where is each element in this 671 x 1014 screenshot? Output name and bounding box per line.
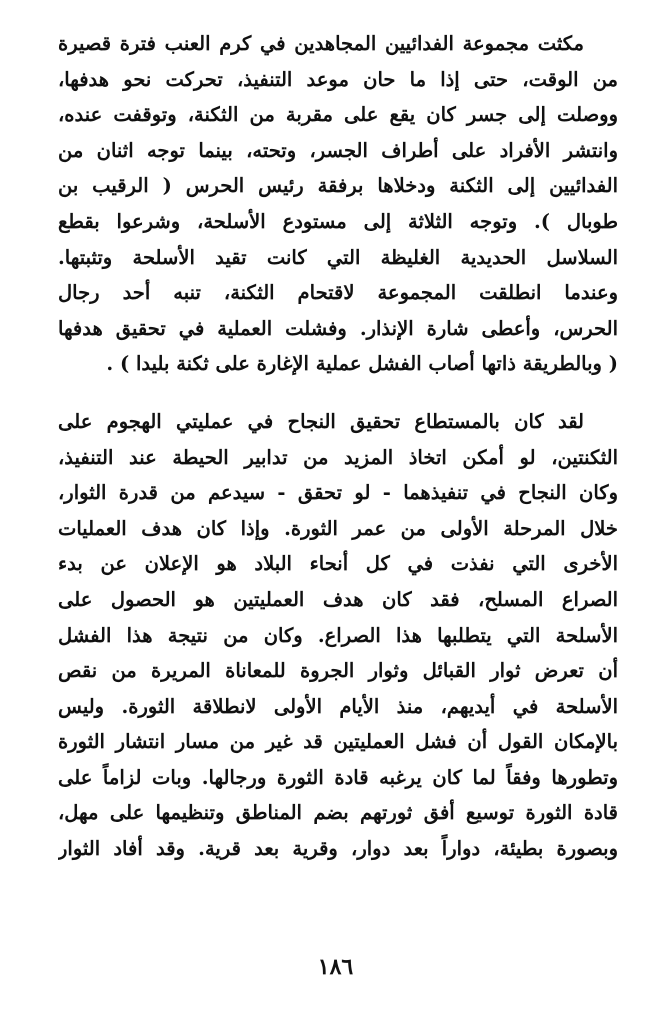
- page-number: ١٨٦: [317, 954, 354, 980]
- page-body: [58, 26, 618, 867]
- text-line: ( وبالطريقة ذاتها أصاب الفشل عملية الإغارة على ثكنة بليدا ) .: [106, 352, 618, 376]
- text-line: لقد كان بالمستطاع تحقيق النجاح في عمليتي الهجوم على: [58, 409, 584, 433]
- text-line: أن تعرض ثوار القبائل وثوار الجروة للمعاناة المريرة من نقص: [58, 659, 618, 683]
- text-line: الصراع المسلح، فقد كان هدف العمليتين هو الحصول على: [58, 587, 618, 611]
- text-line: ووصلت إلى جسر كان يقع على مقربة من الثكنة، وتوقفت عنده،: [58, 103, 618, 127]
- text-line: الثكنتين، لو أمكن اتخاذ المزيد من تدابير الحيطة عند التنفيذ،: [58, 445, 618, 469]
- text-line: وانتشر الأفراد على أطراف الجسر، وتحته، بينما توجه اثنان من: [58, 138, 618, 162]
- text-line: مكثت مجموعة الفدائيين المجاهدين في كرم العنب فترة قصيرة: [58, 32, 584, 55]
- text-line: قادة الثورة توسيع أفق ثورتهم بضم المناطق وتنظيمها على مهل،: [58, 801, 618, 825]
- text-line: وكان النجاح في تنفيذهما - لو تحقق - سيدعم من قدرة الثوار،: [58, 481, 618, 505]
- text-line: الأخرى التي نفذت في كل أنحاء البلاد هو الإعلان عن بدء: [58, 552, 618, 576]
- text-line: بالإمكان القول أن فشل العمليتين قد غير من مسار انتشار الثورة: [58, 730, 618, 754]
- text-line: الأسلحة التي يتطلبها هذا الصراع. وكان من نتيجة هذا الفشل: [58, 623, 618, 647]
- text-line: الفدائيين إلى الثكنة ودخلاها برفقة رئيس الحرس ( الرقيب بن: [58, 174, 618, 198]
- text-line: خلال المرحلة الأولى من عمر الثورة. وإذا كان هدف العمليات: [58, 516, 618, 540]
- text-line: من الوقت، حتى إذا ما حان موعد التنفيذ، تحركت نحو هدفها،: [58, 67, 618, 91]
- paragraph-1: [58, 26, 618, 382]
- text-line: الأسلحة في أيديهم، منذ الأيام الأولى لانطلاقة الثورة. وليس: [58, 694, 618, 718]
- text-line: الحرس، وأعطى شارة الإنذار. وفشلت العملية في تحقيق هدفها: [58, 316, 618, 340]
- text-line: وبصورة بطيئة، دواراً بعد دوار، وقرية بعد قرية. وقد أفاد الثوار: [58, 837, 618, 861]
- text-line: وتطورها وفقاً لما كان يرغبه قادة الثورة ورجالها. وبات لزاماً على: [58, 765, 618, 789]
- text-line: وعندما انطلقت المجموعة لاقتحام الثكنة، تنبه أحد رجال: [58, 281, 618, 305]
- text-line: طوبال ). وتوجه الثلاثة إلى مستودع الأسلحة، وشرعوا بقطع: [58, 209, 618, 233]
- text-line: السلاسل الحديدية الغليظة التي كانت تقيد الأسلحة وتثبتها.: [58, 245, 618, 269]
- paragraph-2: [58, 404, 618, 867]
